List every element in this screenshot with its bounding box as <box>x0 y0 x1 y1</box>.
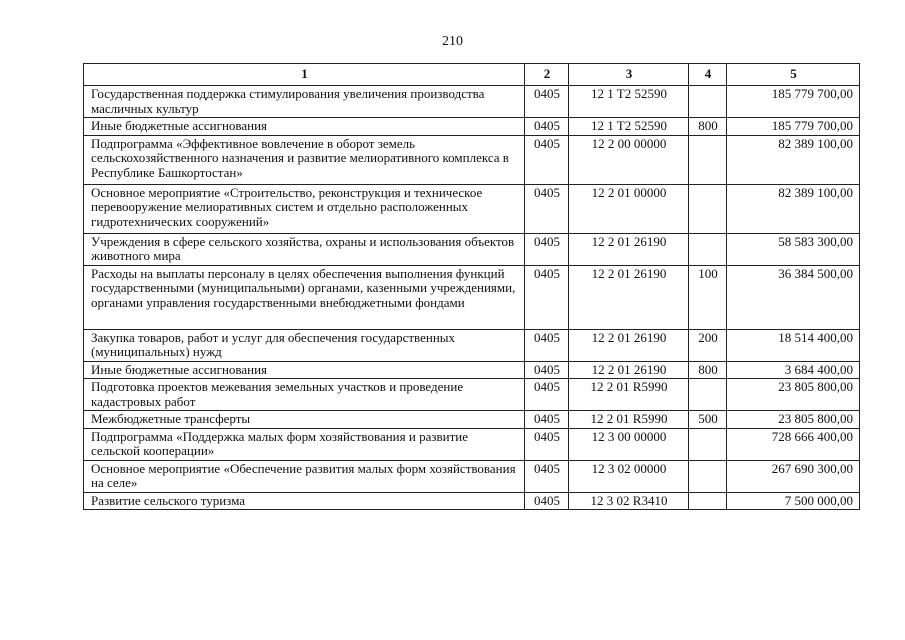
cell-amount: 18 514 400,00 <box>727 329 860 361</box>
cell-expense-type <box>689 379 727 411</box>
cell-expense-type <box>689 135 727 184</box>
cell-section-code: 0405 <box>525 428 569 460</box>
cell-section-code: 0405 <box>525 135 569 184</box>
cell-name: Иные бюджетные ассигнования <box>84 118 525 136</box>
cell-section-code: 0405 <box>525 233 569 265</box>
column-header-expense-type: 4 <box>689 64 727 86</box>
table-row <box>84 118 860 136</box>
column-header-target-item: 3 <box>569 64 689 86</box>
table-row <box>84 460 860 492</box>
cell-expense-type: 200 <box>689 329 727 361</box>
cell-name: Основное мероприятие «Строительство, реконструкция и техническое перевооружение мелиоративных систем и отдельно расположенных гидротехнических сооружений» <box>84 184 525 233</box>
cell-amount: 23 805 800,00 <box>727 379 860 411</box>
table-row <box>84 265 860 329</box>
cell-target-item: 12 2 01 26190 <box>569 329 689 361</box>
cell-name: Подготовка проектов межевания земельных участков и проведение кадастровых работ <box>84 379 525 411</box>
cell-name: Развитие сельского туризма <box>84 492 525 510</box>
cell-section-code: 0405 <box>525 411 569 429</box>
cell-target-item: 12 2 01 R5990 <box>569 411 689 429</box>
cell-section-code: 0405 <box>525 329 569 361</box>
table-row <box>84 233 860 265</box>
cell-target-item: 12 3 00 00000 <box>569 428 689 460</box>
cell-section-code: 0405 <box>525 184 569 233</box>
cell-name: Подпрограмма «Эффективное вовлечение в оборот земель сельскохозяйственного назначения и развитие мелиоративного комплекса в Республике Башкортостан» <box>84 135 525 184</box>
cell-section-code: 0405 <box>525 460 569 492</box>
table-row <box>84 361 860 379</box>
table-row <box>84 428 860 460</box>
table-row <box>84 411 860 429</box>
cell-section-code: 0405 <box>525 379 569 411</box>
cell-expense-type: 800 <box>689 361 727 379</box>
cell-target-item: 12 2 00 00000 <box>569 135 689 184</box>
cell-amount: 7 500 000,00 <box>727 492 860 510</box>
cell-target-item: 12 2 01 R5990 <box>569 379 689 411</box>
table-row <box>84 184 860 233</box>
cell-target-item: 12 2 01 26190 <box>569 233 689 265</box>
table-row <box>84 379 860 411</box>
cell-expense-type: 100 <box>689 265 727 329</box>
cell-target-item: 12 2 01 26190 <box>569 361 689 379</box>
cell-expense-type <box>689 428 727 460</box>
cell-section-code: 0405 <box>525 265 569 329</box>
cell-name: Расходы на выплаты персоналу в целях обеспечения выполнения функций государственными (муниципальными) органами, казенными учреждениями, органами управления государственными внебюджетными фондами <box>84 265 525 329</box>
cell-expense-type <box>689 233 727 265</box>
column-header-amount: 5 <box>727 64 860 86</box>
cell-amount: 3 684 400,00 <box>727 361 860 379</box>
column-header-section: 2 <box>525 64 569 86</box>
table-header-row <box>84 64 860 86</box>
table-row <box>84 492 860 510</box>
cell-name: Иные бюджетные ассигнования <box>84 361 525 379</box>
cell-amount: 82 389 100,00 <box>727 135 860 184</box>
cell-target-item: 12 2 01 26190 <box>569 265 689 329</box>
cell-amount: 23 805 800,00 <box>727 411 860 429</box>
cell-target-item: 12 3 02 00000 <box>569 460 689 492</box>
cell-target-item: 12 2 01 00000 <box>569 184 689 233</box>
table-row <box>84 86 860 118</box>
budget-table <box>83 63 860 510</box>
cell-name: Межбюджетные трансферты <box>84 411 525 429</box>
page-number: 210 <box>442 34 463 49</box>
cell-amount: 82 389 100,00 <box>727 184 860 233</box>
cell-section-code: 0405 <box>525 492 569 510</box>
cell-name: Учреждения в сфере сельского хозяйства, охраны и использования объектов животного мира <box>84 233 525 265</box>
cell-section-code: 0405 <box>525 118 569 136</box>
cell-target-item: 12 1 T2 52590 <box>569 86 689 118</box>
cell-section-code: 0405 <box>525 361 569 379</box>
table-row <box>84 329 860 361</box>
cell-expense-type <box>689 492 727 510</box>
cell-expense-type <box>689 184 727 233</box>
cell-name: Закупка товаров, работ и услуг для обеспечения государственных (муниципальных) нужд <box>84 329 525 361</box>
cell-amount: 267 690 300,00 <box>727 460 860 492</box>
cell-name: Государственная поддержка стимулирования увеличения производства масличных культур <box>84 86 525 118</box>
cell-target-item: 12 3 02 R3410 <box>569 492 689 510</box>
cell-expense-type <box>689 86 727 118</box>
table-row <box>84 135 860 184</box>
cell-target-item: 12 1 T2 52590 <box>569 118 689 136</box>
cell-expense-type: 800 <box>689 118 727 136</box>
cell-name: Основное мероприятие «Обеспечение развития малых форм хозяйствования на селе» <box>84 460 525 492</box>
cell-amount: 728 666 400,00 <box>727 428 860 460</box>
cell-amount: 58 583 300,00 <box>727 233 860 265</box>
table-body <box>84 86 860 510</box>
cell-section-code: 0405 <box>525 86 569 118</box>
cell-expense-type: 500 <box>689 411 727 429</box>
cell-amount: 185 779 700,00 <box>727 118 860 136</box>
cell-name: Подпрограмма «Поддержка малых форм хозяйствования и развитие сельской кооперации» <box>84 428 525 460</box>
cell-amount: 185 779 700,00 <box>727 86 860 118</box>
cell-expense-type <box>689 460 727 492</box>
column-header-name: 1 <box>84 64 525 86</box>
cell-amount: 36 384 500,00 <box>727 265 860 329</box>
